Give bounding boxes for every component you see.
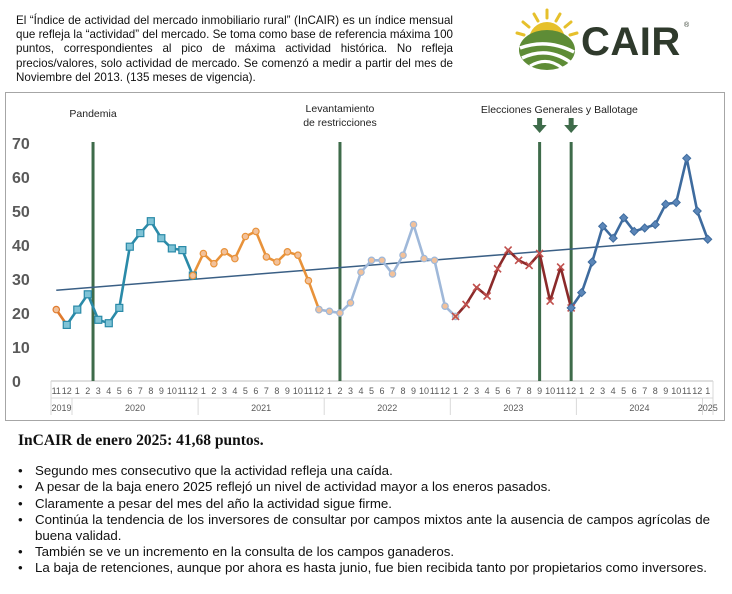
event-arrow-shaft	[569, 118, 574, 125]
bullet-list	[18, 463, 710, 577]
x-month-label: 6	[379, 386, 385, 396]
x-month-label: 10	[166, 386, 177, 396]
x-year-label: 2020	[125, 403, 146, 413]
x-month-label: 10	[671, 386, 682, 396]
data-point	[190, 272, 196, 278]
x-month-label: 5	[495, 386, 501, 396]
x-month-label: 12	[313, 386, 324, 396]
x-month-label: 6	[253, 386, 259, 396]
x-month-label: 11	[682, 386, 692, 396]
x-month-label: 5	[368, 386, 374, 396]
trend-line	[56, 238, 707, 290]
x-month-label: 10	[292, 386, 303, 396]
x-month-label: 8	[148, 386, 154, 396]
data-point	[693, 207, 701, 215]
x-month-label: 3	[95, 386, 101, 396]
data-point	[53, 306, 59, 312]
x-year-label: 2019	[51, 403, 72, 413]
x-month-label: 4	[232, 386, 238, 396]
x-month-label: 4	[106, 386, 112, 396]
x-month-label: 4	[358, 386, 364, 396]
x-month-label: 7	[390, 386, 396, 396]
y-tick-label: 60	[12, 170, 30, 187]
data-point	[641, 224, 649, 232]
data-point	[305, 278, 311, 284]
x-month-label: 8	[400, 386, 406, 396]
series-line	[67, 221, 193, 325]
x-month-label: 1	[453, 386, 459, 396]
x-month-label: 7	[642, 386, 648, 396]
intro-paragraph: El “Índice de actividad del mercado inmobiliario rural” (InCAIR) es un índice mensual que refleja la “actividad” del mercado. Se toma como base de referencia máxima 100 puntos, correspondientes al pico de máxima actividad histórica. No refleja precios/valores, solo actividad de mercado. Se comenzó a medir a partir del mes de Noviembre del 2013. (135 meses de vigencia).	[16, 14, 453, 84]
data-point	[463, 301, 470, 308]
bullet-item: • A pesar de la baja enero 2025 reflejó un nivel de actividad mayor a los eneros pasados.	[18, 479, 710, 494]
data-point	[168, 245, 175, 252]
y-tick-label: 40	[12, 238, 30, 255]
incair-line-chart	[6, 93, 724, 420]
x-month-label: 12	[692, 386, 703, 396]
x-month-label: 9	[158, 386, 164, 396]
data-point	[326, 308, 332, 314]
y-tick-label: 50	[12, 204, 30, 221]
incair-chart	[5, 92, 725, 421]
event-label: de restricciones	[303, 117, 377, 129]
x-month-label: 12	[566, 386, 577, 396]
x-month-label: 9	[411, 386, 417, 396]
x-month-label: 2	[211, 386, 217, 396]
x-month-label: 6	[505, 386, 511, 396]
data-point	[84, 291, 91, 298]
y-tick-label: 70	[12, 136, 30, 153]
data-point	[126, 243, 133, 250]
x-month-label: 10	[419, 386, 430, 396]
x-year-label: 2021	[251, 403, 272, 413]
x-month-label: 2	[337, 386, 343, 396]
x-month-label: 1	[200, 386, 206, 396]
x-month-label: 11	[177, 386, 188, 396]
data-point	[704, 235, 712, 243]
data-point	[105, 320, 112, 327]
data-point	[431, 257, 437, 263]
data-point	[284, 249, 290, 255]
x-month-label: 11	[51, 386, 61, 396]
x-month-label: 9	[284, 386, 290, 396]
data-point	[421, 255, 427, 261]
y-tick-label: 20	[12, 306, 30, 323]
x-month-label: 12	[440, 386, 451, 396]
x-month-label: 12	[61, 386, 72, 396]
x-month-label: 2	[589, 386, 595, 396]
data-point	[158, 235, 165, 242]
event-label: Elecciones Generales y Ballotage	[480, 104, 638, 116]
x-month-label: 2	[463, 386, 469, 396]
x-month-label: 9	[663, 386, 669, 396]
data-point	[242, 233, 248, 239]
data-point	[368, 257, 374, 263]
x-month-label: 7	[516, 386, 522, 396]
data-point	[442, 303, 448, 309]
data-point	[337, 310, 343, 316]
x-month-label: 12	[187, 386, 198, 396]
x-month-label: 5	[242, 386, 248, 396]
x-month-label: 8	[274, 386, 280, 396]
x-year-label: 2025	[697, 403, 718, 413]
data-point	[179, 247, 186, 254]
data-point	[358, 269, 364, 275]
series-line	[571, 158, 708, 308]
event-arrow-icon	[564, 125, 578, 133]
series-line	[456, 250, 571, 316]
data-point	[683, 154, 691, 162]
y-tick-label: 10	[12, 340, 30, 357]
x-month-label: 6	[127, 386, 133, 396]
x-month-label: 3	[600, 386, 606, 396]
x-month-label: 1	[326, 386, 332, 396]
x-year-label: 2023	[503, 403, 524, 413]
data-point	[672, 199, 680, 207]
bullet-item: • Segundo mes consecutivo que la actividad refleja una caída.	[18, 463, 710, 478]
logo-registered-mark: ®	[684, 22, 690, 29]
x-month-label: 3	[474, 386, 480, 396]
y-tick-label: 30	[12, 272, 30, 289]
x-month-label: 3	[221, 386, 227, 396]
data-point	[274, 259, 280, 265]
x-month-label: 11	[555, 386, 566, 396]
x-month-label: 1	[579, 386, 585, 396]
event-label: Levantamiento	[305, 103, 375, 115]
x-month-label: 1	[74, 386, 80, 396]
data-point	[316, 306, 322, 312]
data-point	[400, 252, 406, 258]
x-month-label: 2	[85, 386, 91, 396]
cair-logo-emblem	[512, 8, 582, 74]
data-point	[410, 221, 416, 227]
x-month-label: 9	[537, 386, 543, 396]
data-point	[379, 257, 385, 263]
x-month-label: 8	[526, 386, 532, 396]
x-month-label: 7	[137, 386, 143, 396]
data-point	[200, 250, 206, 256]
event-arrow-shaft	[537, 118, 542, 125]
x-month-label: 8	[652, 386, 658, 396]
x-month-label: 11	[429, 386, 440, 396]
data-point	[295, 252, 301, 258]
data-point	[211, 261, 217, 267]
x-month-label: 4	[484, 386, 490, 396]
x-month-label: 5	[116, 386, 122, 396]
x-month-label: 1	[705, 386, 711, 396]
x-month-label: 6	[631, 386, 637, 396]
data-point	[63, 321, 70, 328]
logo-text: CAIR	[581, 20, 681, 64]
data-point	[347, 300, 353, 306]
data-point	[147, 218, 154, 225]
data-point	[221, 249, 227, 255]
x-year-label: 2024	[629, 403, 650, 413]
y-tick-label: 0	[12, 374, 21, 391]
bullet-item: • Claramente a pesar del mes del año la actividad sigue firme.	[18, 496, 710, 511]
data-point	[253, 228, 259, 234]
x-month-label: 11	[303, 386, 314, 396]
x-month-label: 10	[545, 386, 556, 396]
x-year-label: 2022	[377, 403, 398, 413]
data-point	[263, 254, 269, 260]
data-point	[95, 316, 102, 323]
data-point	[137, 230, 144, 237]
data-point	[389, 271, 395, 277]
x-month-label: 5	[621, 386, 627, 396]
data-point	[588, 258, 596, 266]
data-point	[232, 255, 238, 261]
x-month-label: 4	[610, 386, 616, 396]
event-arrow-icon	[533, 125, 547, 133]
cair-logo	[512, 8, 692, 74]
x-month-label: 3	[347, 386, 353, 396]
bullet-item: • Continúa la tendencia de los inversores de consultar por campos mixtos ante la ausencia de campos agrícolas de buena validad.	[18, 512, 710, 543]
data-point	[74, 306, 81, 313]
event-label: Pandemia	[69, 108, 117, 120]
data-point	[116, 304, 123, 311]
headline: InCAIR de enero 2025: 41,68 puntos.	[18, 432, 264, 449]
bullet-item: • La baja de retenciones, aunque por ahora es hasta junio, fue bien recibida tanto por propietarios como inversores.	[18, 560, 710, 575]
bullet-item: • También se ve un incremento en la consulta de los campos ganaderos.	[18, 544, 710, 559]
x-month-label: 7	[263, 386, 269, 396]
